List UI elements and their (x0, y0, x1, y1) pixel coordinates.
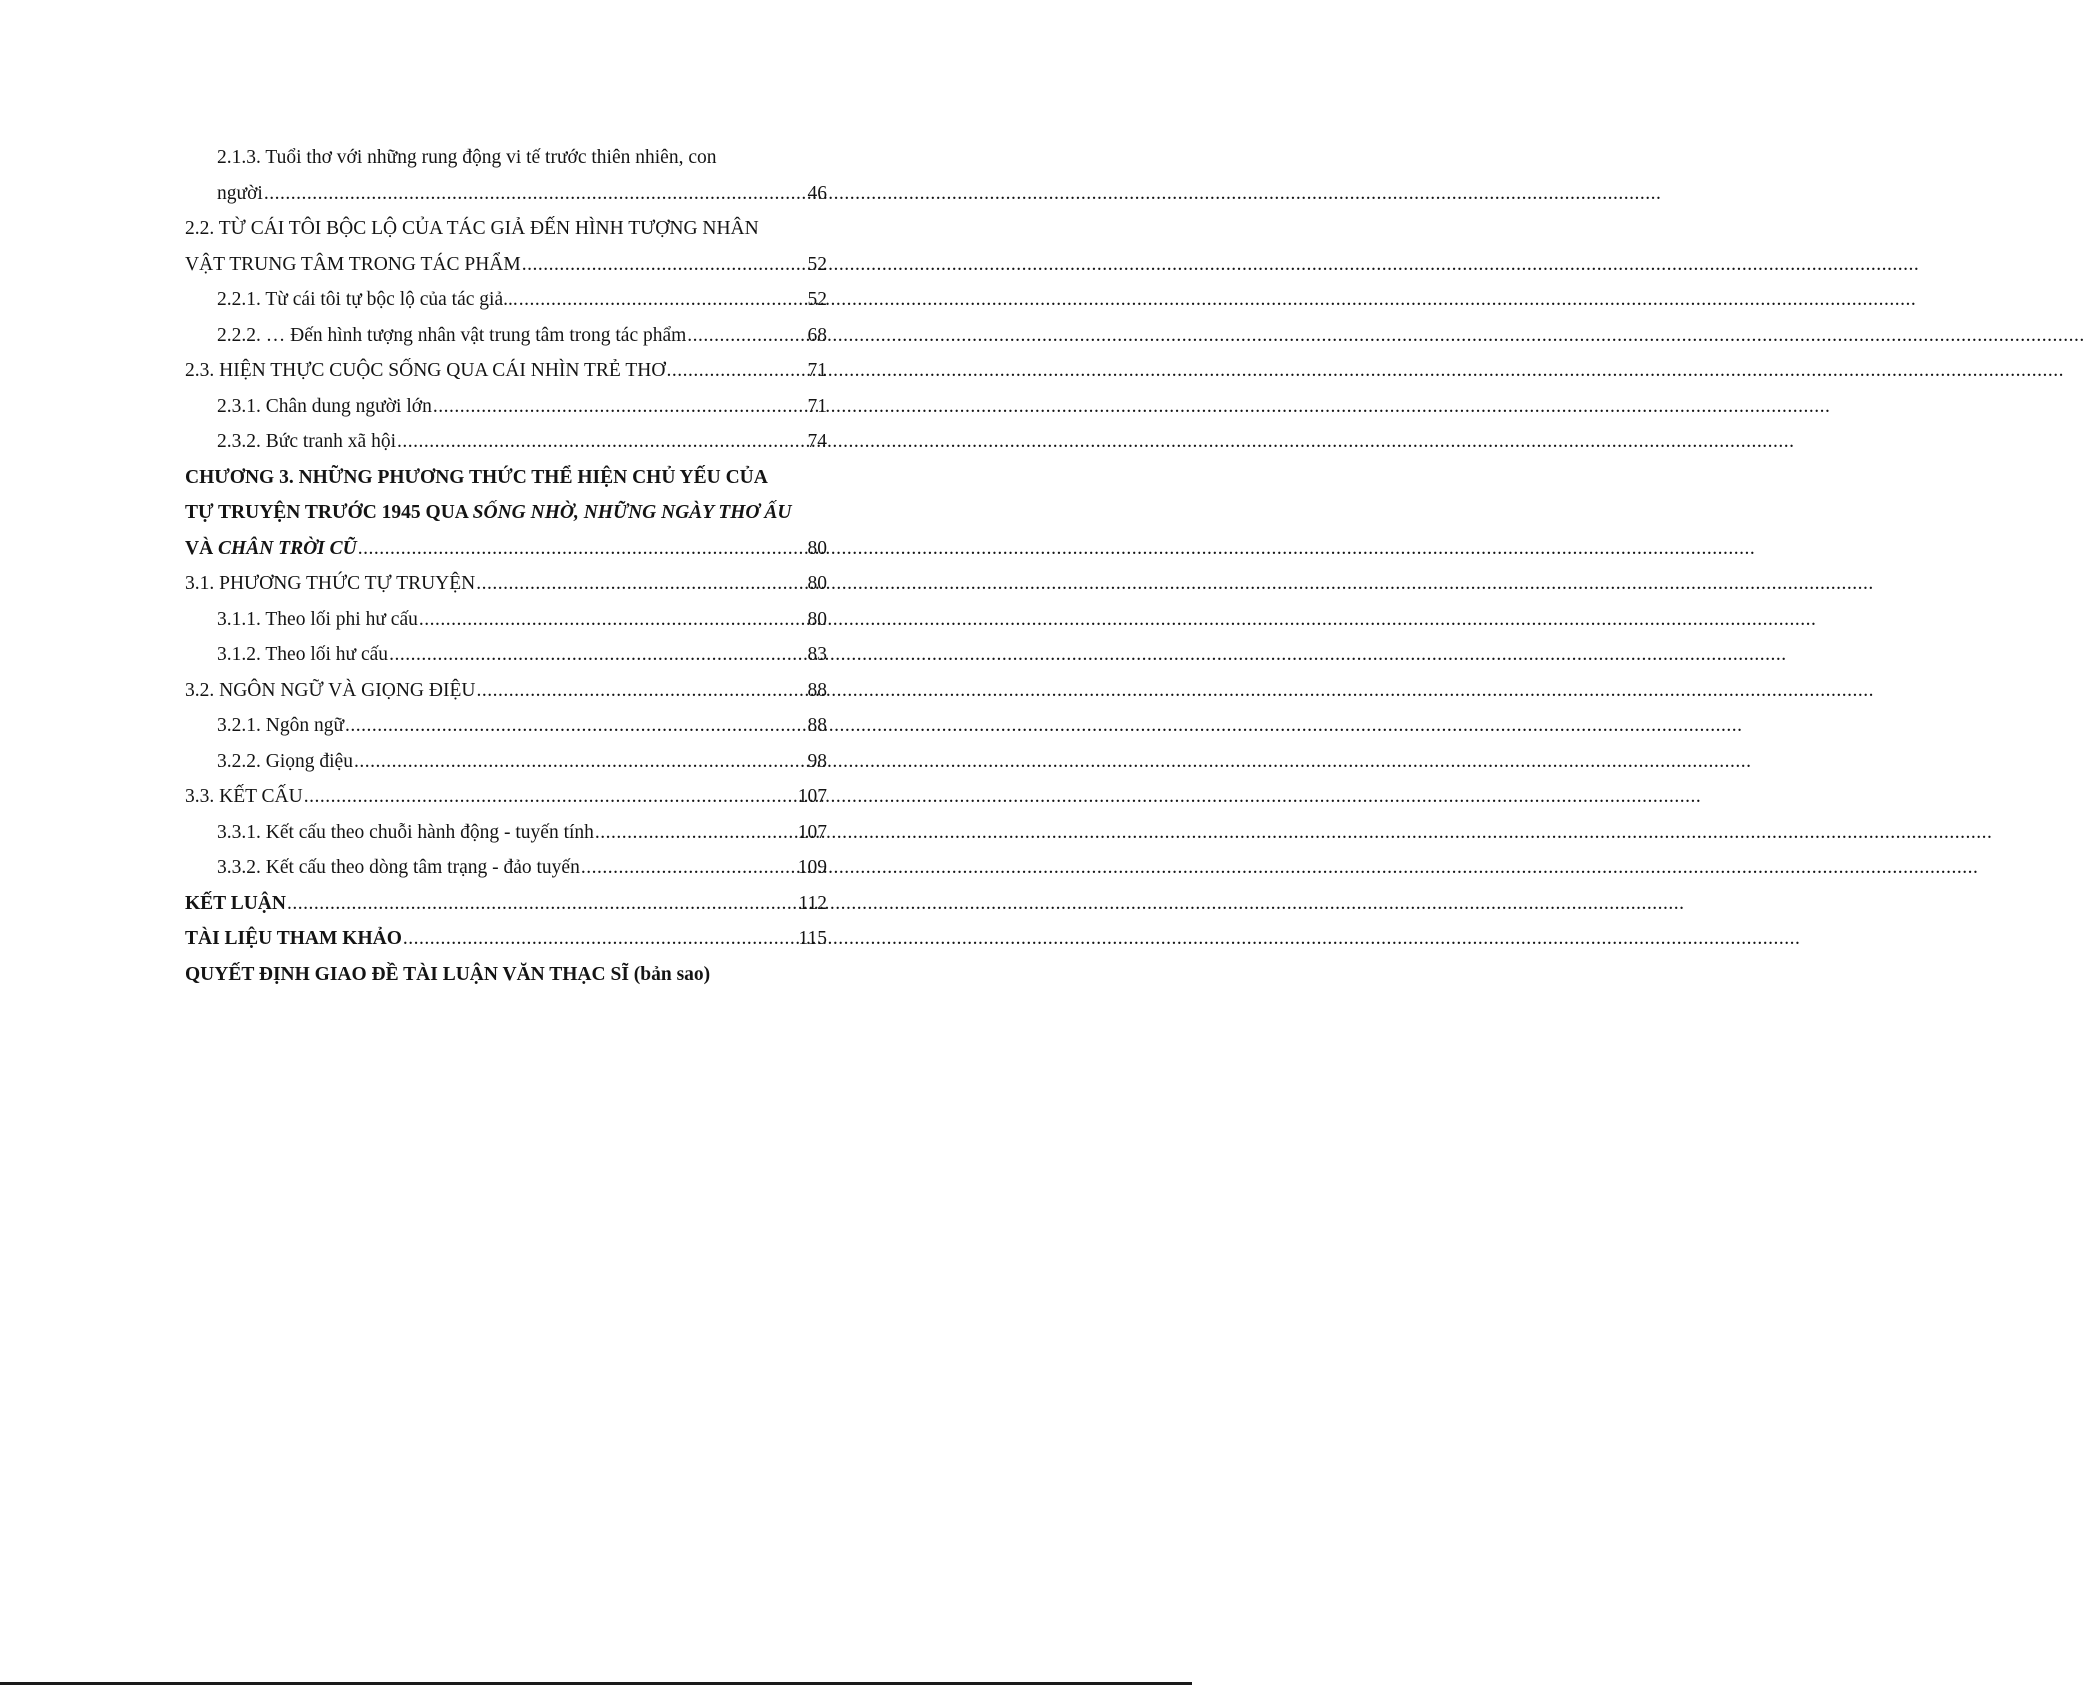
toc-entry-2-3-1 (185, 389, 827, 425)
toc-entry-2-2 (185, 211, 827, 247)
toc-entry-text: 2.2. TỪ CÁI TÔI BỘC LỘ CỦA TÁC GIẢ ĐẾN HÌNH TƯỢNG NHÂN (185, 218, 759, 239)
dot-leader (419, 602, 807, 638)
dot-leader (595, 815, 797, 851)
dot-leader (287, 886, 798, 922)
toc-entry-text: 3.2. NGÔN NGỮ VÀ GIỌNG ĐIỆU (185, 679, 476, 701)
dot-leader (522, 247, 807, 283)
toc-entry-3-1-1 (185, 602, 827, 638)
toc-page-number: 88 (807, 679, 827, 701)
toc-entry-2-1-3-continued (185, 176, 827, 212)
toc-entry-3-3-2 (185, 850, 827, 886)
toc-page-number: 52 (807, 289, 827, 310)
toc-entry-2-1-3 (185, 140, 827, 176)
toc-entry-text: 2.3.1. Chân dung người lớn (217, 395, 432, 417)
table-of-contents (185, 140, 827, 992)
toc-page-number: 107 (797, 786, 827, 807)
toc-page-number: 52 (807, 253, 827, 275)
dot-leader (304, 779, 797, 815)
toc-entry-3-3-1 (185, 815, 827, 851)
toc-page-number: 98 (807, 750, 827, 772)
toc-page-number: 112 (798, 892, 827, 914)
toc-page-number: 71 (807, 360, 827, 381)
toc-chapter-3-line-1 (185, 460, 827, 496)
toc-page-number: 46 (807, 182, 827, 204)
toc-entry-2-2-2 (185, 318, 827, 354)
toc-entry-2-3-2 (185, 424, 827, 460)
toc-page-number: 80 (807, 537, 827, 559)
toc-entry-2-2-continued (185, 247, 827, 283)
toc-page-number: 83 (807, 644, 827, 665)
toc-entry-3-2-1 (185, 708, 827, 744)
toc-entry-text: CHƯƠNG 3. NHỮNG PHƯƠNG THỨC THỂ HIỆN CHỦ YẾU CỦA (185, 466, 768, 488)
dot-leader (354, 744, 807, 780)
toc-entry-text: 3.3. KẾT CẤU (185, 786, 303, 807)
toc-entry-text: 3.3.2. Kết cấu theo dòng tâm trạng - đảo tuyến (217, 857, 580, 878)
toc-entry-prefix: TỰ TRUYỆN TRƯỚC 1945 QUA (185, 502, 473, 523)
toc-entry-text: 3.2.2. Giọng điệu (217, 750, 353, 772)
toc-entry-text: 3.1.2. Theo lối hư cấu (217, 644, 389, 665)
toc-entry-text: TÀI LIỆU THAM KHẢO (185, 928, 402, 949)
toc-entry-text: 2.3. HIỆN THỰC CUỘC SỐNG QUA CÁI NHÌN TRẺ THƠ (185, 360, 666, 381)
toc-page-number: 109 (797, 857, 827, 878)
toc-entry-3-1-2 (185, 637, 827, 673)
dot-leader (403, 921, 798, 957)
toc-page-number: 71 (807, 395, 827, 417)
toc-page-number: 115 (798, 928, 827, 949)
toc-entry-references (185, 921, 827, 957)
toc-page-number: 80 (807, 608, 827, 630)
toc-entry-text: 3.1.1. Theo lối phi hư cấu (217, 608, 418, 630)
toc-entry-2-3 (185, 353, 827, 389)
dot-leader (476, 673, 806, 709)
toc-entry-conclusion (185, 886, 827, 922)
toc-entry-italic-title: SỐNG NHỜ, NHỮNG NGÀY THƠ ẤU (472, 502, 792, 523)
toc-entry-decision (185, 957, 827, 993)
toc-page-number: 107 (797, 821, 827, 843)
toc-entry-prefix: VÀ (185, 537, 219, 559)
toc-entry-text: 2.2.1. Từ cái tôi tự bộc lộ của tác giả... (217, 289, 518, 310)
toc-entry-text: người (217, 182, 263, 204)
dot-leader (687, 318, 806, 354)
dot-leader (519, 282, 807, 318)
toc-chapter-3-line-2 (185, 495, 827, 531)
dot-leader (389, 637, 806, 673)
dot-leader (397, 424, 807, 460)
toc-entry-text: QUYẾT ĐỊNH GIAO ĐỀ TÀI LUẬN VĂN THẠC SĨ (bản sao) (185, 963, 711, 985)
toc-page-number: 74 (807, 431, 827, 452)
toc-entry-italic-title: CHÂN TRỜI CŨ (218, 537, 357, 559)
toc-entry-text (185, 531, 357, 567)
toc-entry-3-3 (185, 779, 827, 815)
toc-entry-3-2 (185, 673, 827, 709)
dot-leader (264, 176, 807, 212)
dot-leader (581, 850, 797, 886)
toc-chapter-3-line-3 (185, 531, 827, 567)
toc-entry-3-1 (185, 566, 827, 602)
dot-leader (666, 353, 806, 389)
toc-entry-text: 2.1.3. Tuổi thơ với những rung động vi tế trước thiên nhiên, con (217, 147, 717, 168)
dot-leader (358, 531, 807, 567)
toc-entry-text: 3.2.1. Ngôn ngữ (217, 715, 345, 736)
toc-entry-text: 2.2.2. … Đến hình tượng nhân vật trung tâm trong tác phẩm (217, 324, 687, 346)
toc-entry-text (185, 495, 791, 531)
toc-entry-text: KẾT LUẬN (185, 892, 286, 914)
toc-entry-2-2-1 (185, 282, 827, 318)
dot-leader (433, 389, 807, 425)
toc-page-number: 88 (807, 715, 827, 736)
dot-leader (345, 708, 806, 744)
dot-leader (476, 566, 806, 602)
toc-entry-text: 3.1. PHƯƠNG THỨC TỰ TRUYỆN (185, 573, 476, 594)
toc-page-number: 68 (807, 324, 827, 346)
toc-entry-text: 3.3.1. Kết cấu theo chuỗi hành động - tuyến tính (217, 821, 594, 843)
toc-page-number: 80 (807, 573, 827, 594)
toc-entry-3-2-2 (185, 744, 827, 780)
toc-entry-text: VẬT TRUNG TÂM TRONG TÁC PHẨM (185, 253, 521, 275)
toc-entry-text: 2.3.2. Bức tranh xã hội (217, 431, 396, 452)
